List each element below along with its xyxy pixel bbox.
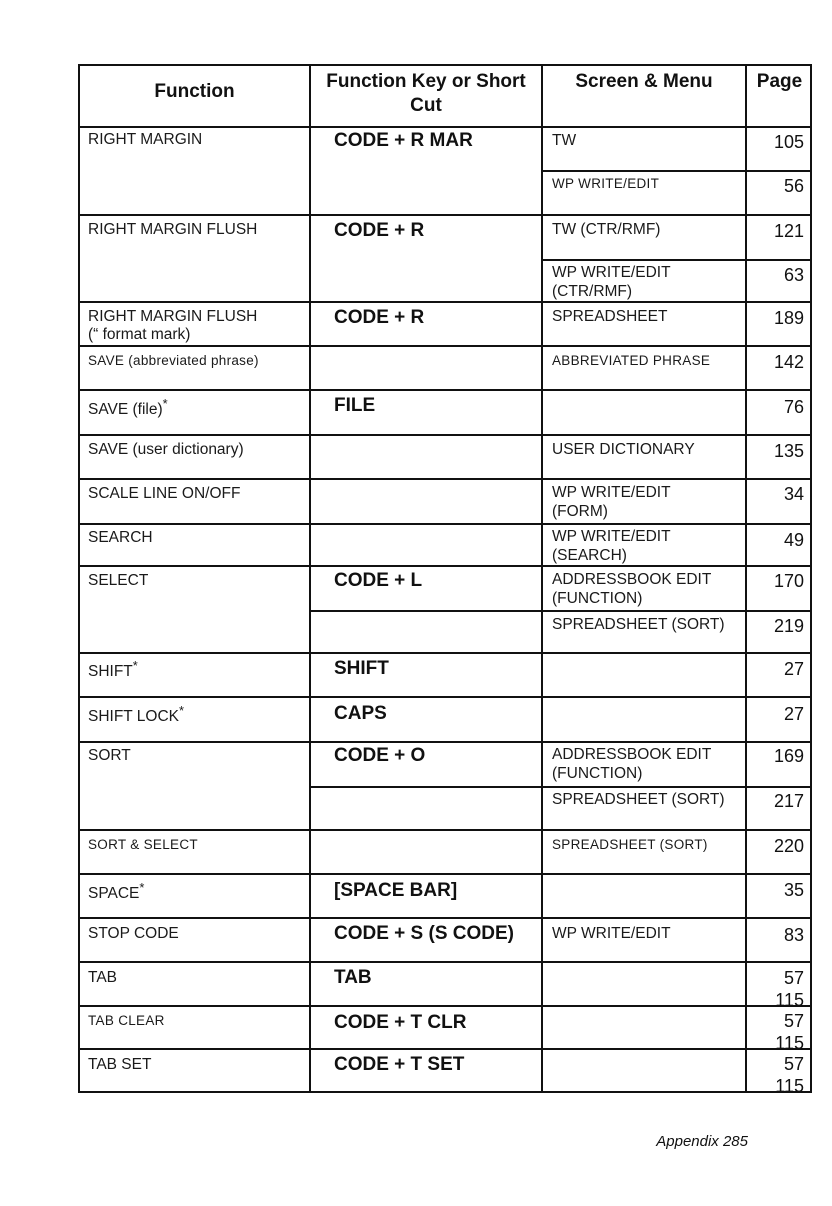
sub-row-divider — [309, 610, 810, 612]
footnote-star: * — [162, 396, 168, 411]
table-row-key: [SPACE BAR] — [334, 880, 458, 901]
row-divider — [80, 741, 810, 743]
table-row-page: 169 — [773, 746, 804, 766]
table-row-function: TAB SET — [88, 1056, 152, 1073]
table-row-function: SAVE (user dictionary) — [88, 441, 244, 458]
table-row-page: 217 — [773, 791, 804, 811]
row-divider — [80, 523, 810, 525]
table-row-function: SEARCH — [88, 529, 153, 546]
table-row-function: STOP CODE — [88, 925, 179, 942]
header-function-key: Function Key or Short Cut — [326, 71, 526, 116]
table-row-key: SHIFT — [334, 658, 389, 679]
table-row-page: 56 — [783, 176, 804, 196]
table-row-screen: USER DICTIONARY — [552, 441, 695, 458]
table-row-page: 63 — [783, 265, 804, 285]
table-row-page: 57 115 — [775, 1054, 804, 1096]
table-row-screen: ABBREVIATED PHRASE — [552, 353, 711, 368]
table-row-page: 219 — [773, 616, 804, 636]
row-divider — [80, 961, 810, 963]
table-row-function: RIGHT MARGIN — [88, 131, 203, 148]
row-divider — [80, 565, 810, 567]
table-row-key: CODE + S (S CODE) — [334, 923, 514, 944]
function-reference-table — [78, 64, 812, 1096]
table-row-key: CODE + L — [334, 570, 423, 591]
column-divider — [541, 66, 543, 1091]
table-row-key: CODE + O — [334, 745, 426, 766]
function-name: SPACE — [88, 885, 140, 903]
table-row-screen: ADDRESSBOOK EDIT (FUNCTION) — [552, 746, 712, 782]
sub-row-divider — [541, 170, 810, 172]
row-divider — [80, 1048, 810, 1050]
header-page: Page — [756, 71, 803, 92]
table-row-screen: TW — [552, 132, 577, 149]
row-divider — [80, 214, 810, 216]
footnote-star: * — [132, 658, 138, 673]
row-divider — [80, 917, 810, 919]
row-divider — [80, 434, 810, 436]
table-row-screen: SPREADSHEET (SORT) — [552, 791, 725, 808]
table-row-page: 49 — [783, 530, 804, 550]
table-row-key: CODE + R MAR — [334, 130, 473, 151]
function-name: SHIFT LOCK — [88, 708, 180, 726]
table-row-page: 189 — [773, 308, 804, 328]
table-row-function — [88, 881, 144, 903]
table-row-page: 34 — [783, 484, 804, 504]
table-row-page: 27 — [783, 659, 804, 679]
table-row-page: 83 — [783, 925, 804, 945]
table-row-function — [88, 397, 168, 419]
table-row-function: SCALE LINE ON/OFF — [88, 485, 241, 502]
table-row-page: 57 115 — [775, 968, 804, 1010]
row-divider — [80, 873, 810, 875]
header-divider — [80, 126, 810, 128]
table-row-page: 135 — [773, 441, 804, 461]
table-row-page: 170 — [773, 571, 804, 591]
table-row-page: 27 — [783, 704, 804, 724]
table-row-function: SORT — [88, 747, 131, 764]
column-divider — [309, 66, 311, 1091]
table-row-screen: SPREADSHEET (SORT) — [552, 616, 725, 633]
table-row-key: CODE + T SET — [334, 1054, 465, 1075]
table-row-function — [88, 704, 184, 726]
table-row-key: CODE + T CLR — [334, 1012, 467, 1033]
table-row-page: 142 — [773, 352, 804, 372]
table-row-screen: TW (CTR/RMF) — [552, 221, 661, 238]
table-row-key: TAB — [334, 967, 372, 988]
table-row-screen: WP WRITE/EDIT (CTR/RMF) — [552, 264, 671, 300]
table-row-key: CODE + R — [334, 307, 425, 328]
sub-row-divider — [309, 786, 810, 788]
table-row-key: CODE + R — [334, 220, 425, 241]
row-divider — [80, 829, 810, 831]
row-divider — [80, 389, 810, 391]
table-row-function — [88, 659, 138, 681]
table-row-screen: ADDRESSBOOK EDIT (FUNCTION) — [552, 571, 712, 607]
table-row-function: RIGHT MARGIN FLUSH (“ format mark) — [88, 308, 258, 343]
table-row-function: RIGHT MARGIN FLUSH — [88, 221, 258, 238]
table-row-function: TAB — [88, 969, 117, 986]
row-divider — [80, 345, 810, 347]
table-row-page: 35 — [783, 880, 804, 900]
table-row-screen: WP WRITE/EDIT (FORM) — [552, 484, 671, 520]
table-row-page: 121 — [773, 221, 804, 241]
row-divider — [80, 301, 810, 303]
row-divider — [80, 652, 810, 654]
table-row-screen: WP WRITE/EDIT (SEARCH) — [552, 528, 671, 564]
sub-row-divider — [541, 259, 810, 261]
footnote-star: * — [179, 703, 185, 718]
table-row-page: 220 — [773, 836, 804, 856]
table-row-key: FILE — [334, 395, 376, 416]
table-row-function: SAVE (abbreviated phrase) — [88, 353, 259, 368]
header-screen-menu: Screen & Menu — [575, 71, 713, 92]
table-row-function: SORT & SELECT — [88, 837, 198, 852]
table-row-key: CAPS — [334, 703, 387, 724]
table-row-function: TAB CLEAR — [88, 1013, 165, 1028]
table-row-page: 57 115 — [775, 1011, 804, 1053]
table-row-page: 76 — [783, 397, 804, 417]
table-row-screen: WP WRITE/EDIT — [552, 176, 660, 191]
page-footer: Appendix 285 — [656, 1133, 748, 1150]
row-divider — [80, 1005, 810, 1007]
header-function: Function — [154, 81, 235, 102]
footnote-star: * — [139, 880, 145, 895]
table-row-function: SELECT — [88, 572, 149, 589]
function-name: SHIFT — [88, 663, 133, 681]
table-row-screen: SPREADSHEET — [552, 308, 668, 325]
row-divider — [80, 478, 810, 480]
table-row-screen: WP WRITE/EDIT — [552, 925, 671, 942]
table-row-page: 105 — [773, 132, 804, 152]
table-row-screen: SPREADSHEET (SORT) — [552, 837, 708, 852]
row-divider — [80, 696, 810, 698]
function-name: SAVE (file) — [88, 401, 163, 419]
